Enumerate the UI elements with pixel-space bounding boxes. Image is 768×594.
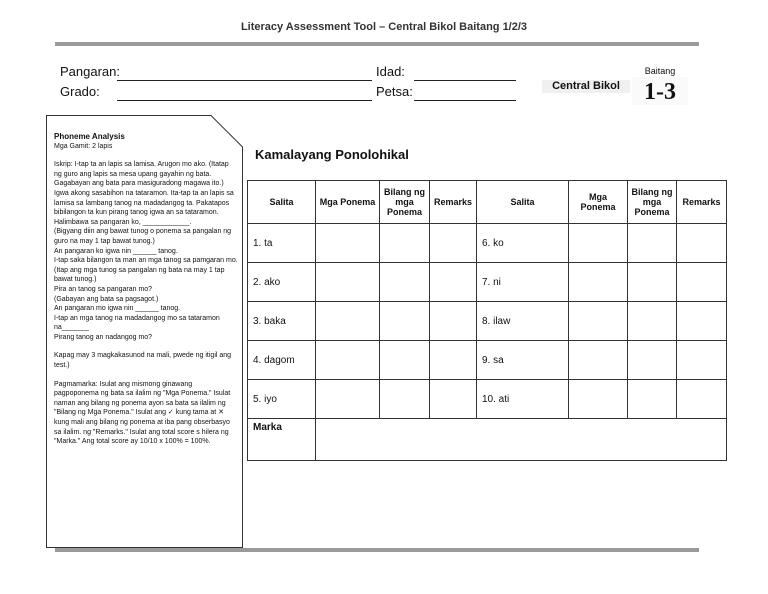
phonemes-cell[interactable] (569, 302, 628, 341)
phonemes-cell[interactable] (316, 341, 380, 380)
count-cell[interactable] (628, 224, 677, 263)
name-label: Pangaran: (60, 64, 120, 79)
grade-label: Grado: (60, 84, 100, 99)
score-label: Marka (248, 419, 316, 461)
remarks-cell[interactable] (677, 380, 727, 419)
name-field[interactable] (117, 80, 372, 81)
remarks-cell[interactable] (677, 224, 727, 263)
instruction-line: Pirang tanog an nadangog mo? (54, 333, 153, 341)
instruction-line: Halimbawa sa pangaran ko, ____________. (54, 218, 192, 226)
table-row (248, 224, 727, 263)
remarks-cell[interactable] (430, 380, 477, 419)
table-row (248, 263, 727, 302)
phonemes-cell[interactable] (316, 263, 380, 302)
word-cell: 10. ati (477, 380, 569, 419)
grade-field[interactable] (117, 100, 372, 101)
remarks-cell[interactable] (430, 263, 477, 302)
phonemes-cell[interactable] (569, 341, 628, 380)
phonemes-cell[interactable] (569, 263, 628, 302)
phoneme-analysis-heading: Phoneme Analysis (54, 132, 125, 141)
count-cell[interactable] (380, 341, 430, 380)
remarks-cell[interactable] (677, 263, 727, 302)
column-header: Remarks (677, 181, 727, 224)
count-cell[interactable] (380, 224, 430, 263)
table-header-row (248, 181, 727, 224)
baitang-caption: Baitang (644, 66, 676, 76)
baitang-value: 1-3 (632, 77, 688, 105)
assessment-table (247, 180, 727, 461)
phonemes-cell[interactable] (569, 224, 628, 263)
instruction-line: I-tap an mga tanog na madadangog mo sa tataramon na_______ (54, 314, 220, 332)
marking-text: Pagmamarka: Isulat ang mismong ginawang pagpoponema ng bata sa ilalim ng "Mga Ponema." Isulat naman ang bilang ng ponema ayon sa bata sa ilalim ng "Bilang ng Mga Ponema." Isulat ang ✓ kung tama at ✕ kung mali ang bilang ng ponema at iba pang obserbasyo sa ilalim. ng "Remarks." Isulat ang total score s hilera ng "Marka." Ang total score ay 10/10 x 100% = 100%. (54, 380, 231, 446)
word-cell: 8. ilaw (477, 302, 569, 341)
phonemes-cell[interactable] (316, 224, 380, 263)
column-header: Salita (477, 181, 569, 224)
instruction-line: Pira an tanog sa pangaran mo? (54, 285, 153, 293)
column-header: Salita (248, 181, 316, 224)
remarks-cell[interactable] (677, 341, 727, 380)
instruction-line: Igwa akong sasabihon na tataramon. Ita-tap ta an lapis sa lamisa sa lambang tanog na madadangog ta. Pakatapos bibilangon ta kun pirang tanog igwa an sa tataramon. (54, 189, 234, 217)
count-cell[interactable] (628, 263, 677, 302)
instruction-line: (Itap ang mga tunog sa pangalan ng bata na may 1 tap bawat tunog.) (54, 266, 225, 284)
remarks-cell[interactable] (430, 224, 477, 263)
table-row (248, 380, 727, 419)
count-cell[interactable] (380, 263, 430, 302)
table-title: Kamalayang Ponolohikal (255, 147, 409, 162)
instruction-line: I-tap saka bilangon ta man an mga tanog sa pamgaran mo. (54, 257, 238, 265)
word-cell: 3. baka (248, 302, 316, 341)
remarks-cell[interactable] (430, 341, 477, 380)
column-header: Mga Ponema (316, 181, 380, 224)
word-cell: 7. ni (477, 263, 569, 302)
instruction-line: An pangaran mo igwa nin ______ tanog. (54, 305, 181, 313)
column-header: Bilang ng mga Ponema (380, 181, 430, 224)
age-label: Idad: (376, 64, 405, 79)
count-cell[interactable] (380, 380, 430, 419)
count-cell[interactable] (380, 302, 430, 341)
table-row (248, 302, 727, 341)
instruction-text (54, 132, 238, 447)
word-cell: 4. dagom (248, 341, 316, 380)
region-label: Central Bikol (542, 80, 630, 93)
word-cell: 1. ta (248, 224, 316, 263)
date-field[interactable] (414, 100, 516, 101)
phonemes-cell[interactable] (569, 380, 628, 419)
score-row (248, 419, 727, 461)
column-header: Remarks (430, 181, 477, 224)
column-header: Mga Ponema (569, 181, 628, 224)
instruction-line: Iskrip: I-tap ta an lapis sa lamisa. Arugon mo ako. (Itatap ng guro ang lapis sa mesa upang gayahin ng bata. Gagabayan ang bata para masiguradong magawa ito.) (54, 161, 229, 188)
word-cell: 9. sa (477, 341, 569, 380)
count-cell[interactable] (628, 302, 677, 341)
top-divider (55, 42, 699, 46)
instruction-line: (Bigyang diin ang bawat tunog o ponema sa pangalan ng guro na may 1 tap bawat tunog.) (54, 228, 232, 245)
bottom-divider (55, 548, 699, 552)
score-cell[interactable] (316, 419, 727, 461)
date-label: Petsa: (376, 84, 413, 99)
stop-rule-text: Kapag may 3 magkakasunod na mali, pwede ng itigil ang test.) (54, 352, 232, 370)
word-cell: 6. ko (477, 224, 569, 263)
instruction-line: (Gabayan ang bata sa pagsagot.) (54, 295, 159, 303)
document-title: Literacy Assessment Tool – Central Bikol Baitang 1/2/3 (240, 21, 528, 33)
remarks-cell[interactable] (677, 302, 727, 341)
word-cell: 5. iyo (248, 380, 316, 419)
remarks-cell[interactable] (430, 302, 477, 341)
count-cell[interactable] (628, 380, 677, 419)
phonemes-cell[interactable] (316, 302, 380, 341)
column-header: Bilang ng mga Ponema (628, 181, 677, 224)
word-cell: 2. ako (248, 263, 316, 302)
table-row (248, 341, 727, 380)
phonemes-cell[interactable] (316, 380, 380, 419)
materials-text: Mga Gamit: 2 lapis (54, 142, 113, 150)
instruction-line: An pangaran ko igwa nin ______ tanog. (54, 247, 178, 255)
count-cell[interactable] (628, 341, 677, 380)
age-field[interactable] (414, 80, 516, 81)
